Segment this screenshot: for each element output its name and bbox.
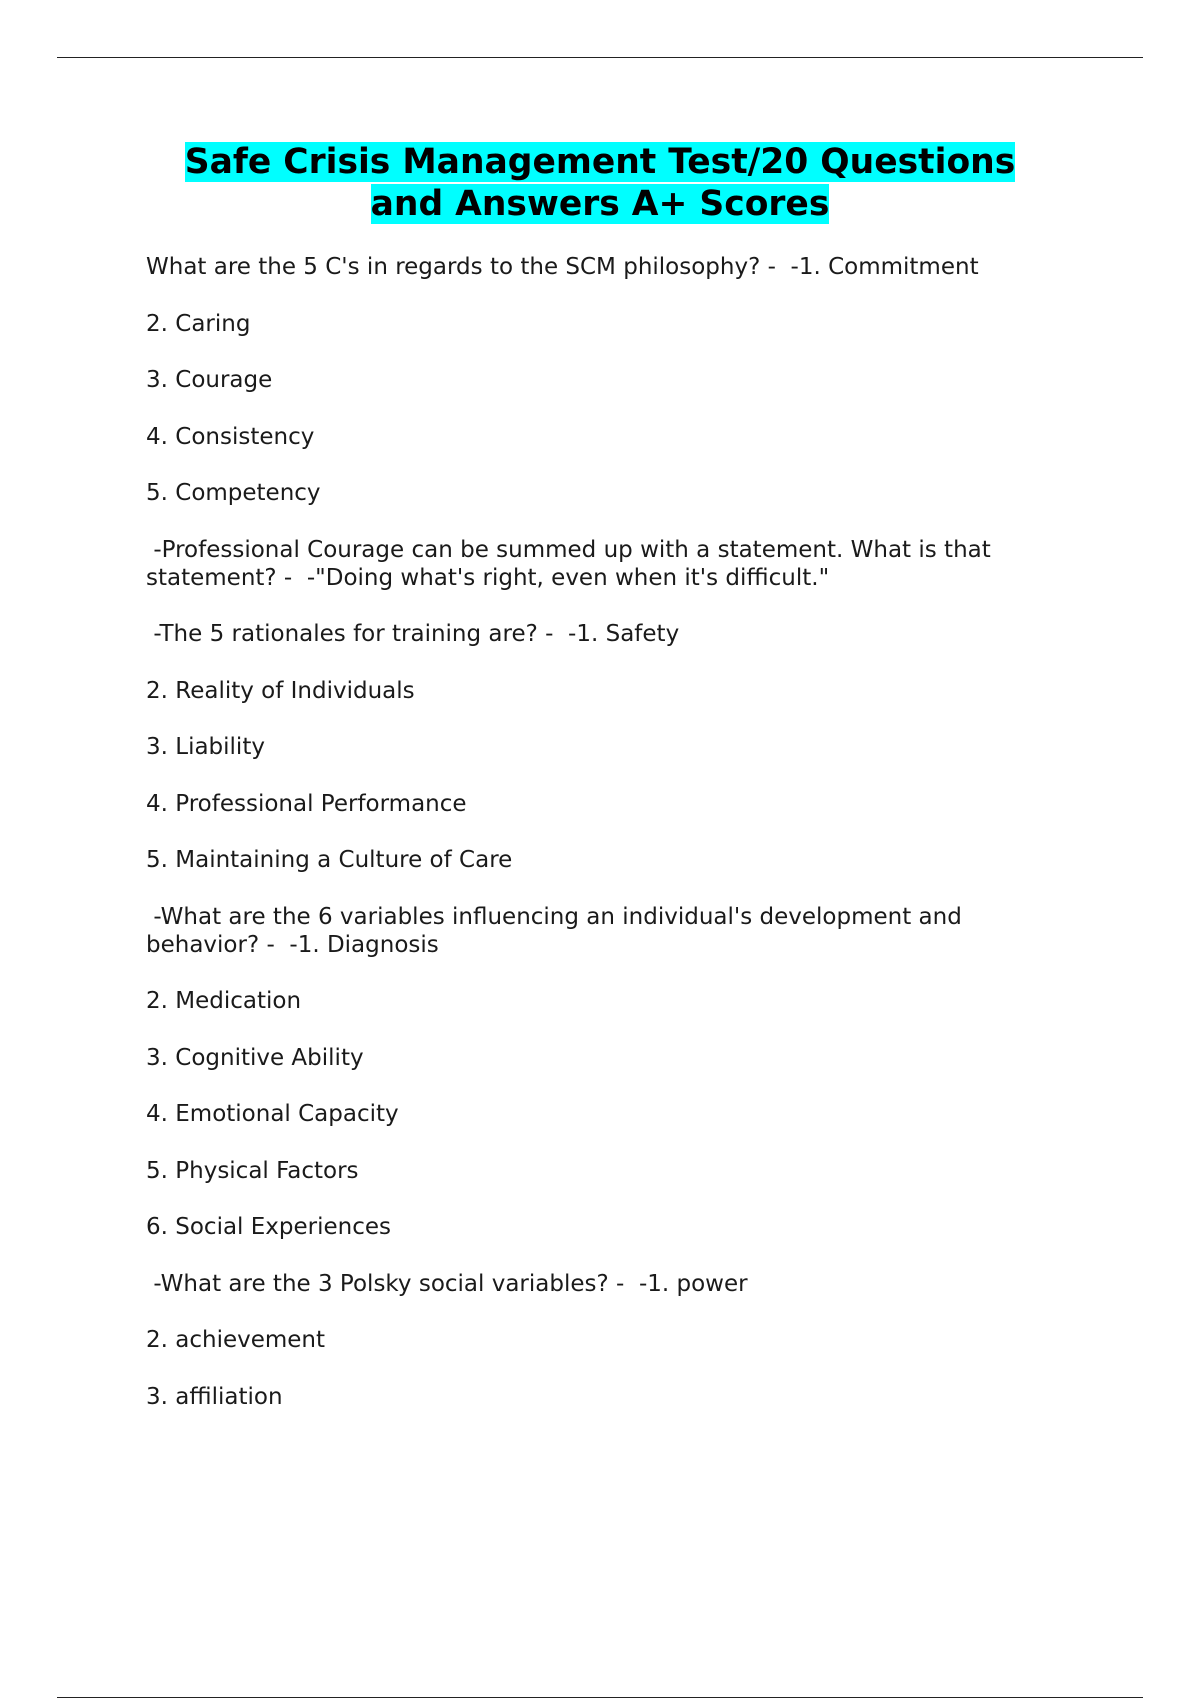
paragraph-question-4: -What are the 6 variables influencing an individual's development and behavior? - -1. Diagnosis	[146, 903, 970, 958]
title-line-2: and Answers A+ Scores	[370, 184, 830, 224]
paragraph-question-2: -Professional Courage can be summed up with a statement. What is that statement? - -"Doing what's right, even when it's difficult."	[146, 536, 999, 591]
document-body	[146, 253, 1076, 1411]
paragraph-answer-3-5: 5. Maintaining a Culture of Care	[146, 847, 513, 873]
paragraph-answer-3-4: 4. Professional Performance	[146, 790, 467, 817]
paragraph-answer-3-2: 2. Reality of Individuals	[146, 677, 415, 704]
paragraph-answer-1-5: 5. Competency	[146, 480, 321, 506]
bottom-divider	[57, 1697, 1143, 1698]
paragraph-answer-4-3: 3. Cognitive Ability	[146, 1044, 364, 1071]
paragraph-answer-1-4: 4. Consistency	[146, 423, 315, 450]
paragraph-answer-5-3: 3. affiliation	[146, 1383, 283, 1410]
paragraph-answer-1-3: 3. Courage	[146, 367, 273, 393]
paragraph-answer-1-2: 2. Caring	[146, 310, 251, 337]
paragraph-answer-3-3: 3. Liability	[146, 734, 265, 760]
paragraph-question-3: -The 5 rationales for training are? - -1. Safety	[146, 621, 680, 647]
top-divider	[57, 57, 1143, 58]
title-line-1: Safe Crisis Management Test/20 Questions	[184, 142, 1016, 182]
paragraph-answer-4-6: 6. Social Experiences	[146, 1214, 392, 1240]
paragraph-answer-4-5: 5. Physical Factors	[146, 1157, 359, 1184]
paragraph-answer-4-2: 2. Medication	[146, 988, 302, 1014]
paragraph-question-1: What are the 5 C's in regards to the SCM philosophy? - -1. Commitment	[146, 254, 979, 280]
paragraph-answer-4-4: 4. Emotional Capacity	[146, 1101, 399, 1127]
paragraph-question-5: -What are the 3 Polsky social variables? - -1. power	[146, 1270, 748, 1297]
paragraph-answer-5-2: 2. achievement	[146, 1327, 326, 1353]
document-title	[60, 141, 1140, 225]
